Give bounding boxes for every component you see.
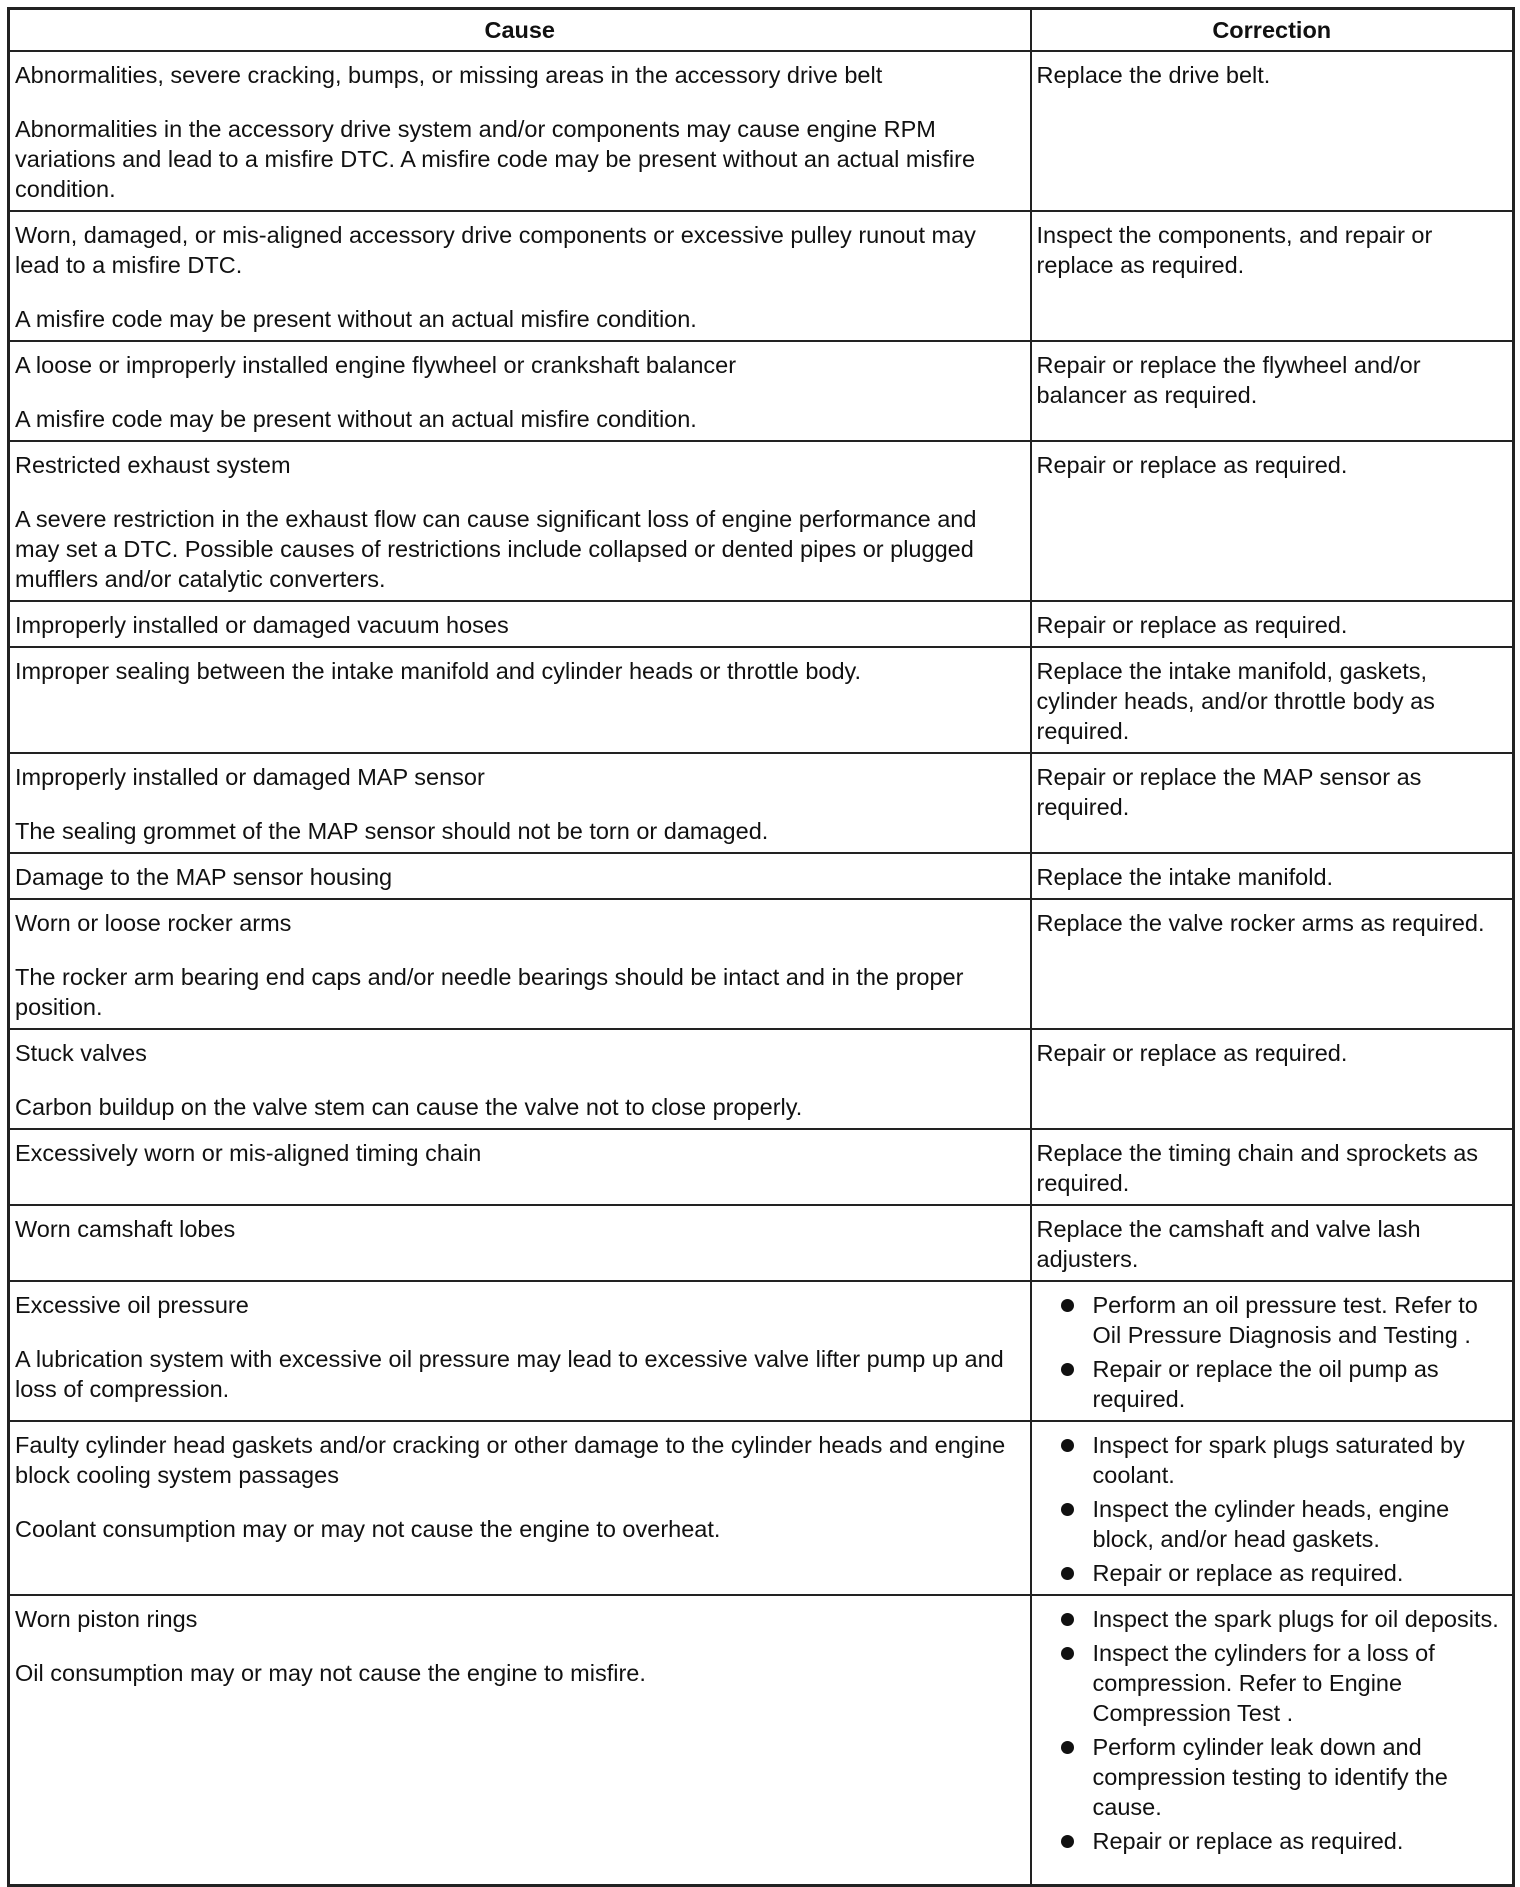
table-row: [9, 441, 1514, 601]
diagnosis-table: [7, 7, 1515, 1887]
bullet-text: Inspect for spark plugs saturated by coolant.: [1092, 1432, 1465, 1488]
table-row: [9, 647, 1514, 753]
cause-text: Abnormalities, severe cracking, bumps, or missing areas in the accessory drive belt: [15, 62, 883, 88]
correction-text: Replace the valve rocker arms as required.: [1036, 910, 1485, 936]
cause-text: Faulty cylinder head gaskets and/or cracking or other damage to the cylinder heads and engine block cooling system passages: [15, 1432, 1006, 1488]
correction-cell: [1031, 1205, 1514, 1281]
correction-bullet-list: [1037, 1604, 1505, 1856]
correction-bullet-list: [1037, 1290, 1505, 1414]
correction-cell: [1031, 1029, 1514, 1129]
cause-text: Worn, damaged, or mis-aligned accessory drive components or excessive pulley runout may lead to a misfire DTC.: [15, 222, 976, 278]
list-item: [1037, 1826, 1505, 1856]
bullet-text: Repair or replace as required.: [1092, 1560, 1404, 1586]
bullet-text: Inspect the cylinder heads, engine block, and/or head gaskets.: [1092, 1496, 1450, 1552]
cause-cell: [9, 753, 1031, 853]
correction-text: Repair or replace as required.: [1036, 1040, 1348, 1066]
cause-cell: [9, 441, 1031, 601]
list-item: [1037, 1604, 1505, 1634]
bullet-icon: [1061, 1299, 1074, 1312]
bullet-icon: [1061, 1439, 1074, 1452]
correction-cell: [1031, 899, 1514, 1029]
cause-text: Damage to the MAP sensor housing: [15, 864, 393, 890]
cause-note: Carbon buildup on the valve stem can cause the valve not to close properly.: [15, 1094, 803, 1120]
table-row: [9, 601, 1514, 647]
correction-text: Inspect the components, and repair or replace as required.: [1036, 222, 1433, 278]
cause-text: Worn or loose rocker arms: [15, 910, 292, 936]
cause-text: Worn piston rings: [15, 1606, 198, 1632]
table-row: [9, 341, 1514, 441]
bullet-icon: [1061, 1363, 1074, 1376]
correction-cell: [1031, 51, 1514, 211]
correction-text: Replace the timing chain and sprockets as required.: [1036, 1140, 1479, 1196]
table-row: [9, 1205, 1514, 1281]
bullet-icon: [1061, 1613, 1074, 1626]
cause-cell: [9, 899, 1031, 1029]
cause-text: Worn camshaft lobes: [15, 1216, 236, 1242]
cause-note: A misfire code may be present without an actual misfire condition.: [15, 406, 697, 432]
correction-text: Repair or replace the MAP sensor as required.: [1036, 764, 1422, 820]
correction-cell: [1031, 1129, 1514, 1205]
correction-text: Replace the camshaft and valve lash adjusters.: [1036, 1216, 1421, 1272]
table-header-row: [9, 9, 1514, 52]
cause-note: The rocker arm bearing end caps and/or needle bearings should be intact and in the proper position.: [15, 964, 964, 1020]
cause-text: Improperly installed or damaged vacuum hoses: [15, 612, 509, 638]
bullet-text: Perform cylinder leak down and compression testing to identify the cause.: [1092, 1734, 1448, 1820]
table-row: [9, 51, 1514, 211]
list-item: [1037, 1354, 1505, 1414]
correction-cell: [1031, 341, 1514, 441]
table-row: [9, 853, 1514, 899]
table-row: [9, 1029, 1514, 1129]
correction-text: Repair or replace as required.: [1036, 612, 1348, 638]
list-item: [1037, 1494, 1505, 1554]
correction-cell: [1031, 753, 1514, 853]
bullet-icon: [1061, 1503, 1074, 1516]
cause-note: Abnormalities in the accessory drive system and/or components may cause engine RPM variations and lead to a misfire DTC. A misfire code may be present without an actual misfire condition.: [15, 116, 976, 202]
correction-cell: [1031, 1281, 1514, 1421]
correction-text: Replace the intake manifold.: [1036, 864, 1334, 890]
correction-text: Repair or replace as required.: [1036, 452, 1348, 478]
correction-text: Replace the intake manifold, gaskets, cylinder heads, and/or throttle body as required.: [1036, 658, 1435, 744]
cause-cell: [9, 341, 1031, 441]
correction-cell: [1031, 211, 1514, 341]
list-item: [1037, 1638, 1505, 1728]
bullet-text: Perform an oil pressure test. Refer to Oil Pressure Diagnosis and Testing .: [1092, 1292, 1478, 1348]
table-row: [9, 211, 1514, 341]
cause-cell: [9, 1029, 1031, 1129]
table-row: [9, 899, 1514, 1029]
list-item: [1037, 1558, 1505, 1588]
cause-cell: [9, 601, 1031, 647]
bullet-icon: [1061, 1647, 1074, 1660]
correction-text: Repair or replace the flywheel and/or balancer as required.: [1036, 352, 1421, 408]
bullet-icon: [1061, 1567, 1074, 1580]
cause-text: Excessive oil pressure: [15, 1292, 249, 1318]
cause-note: A lubrication system with excessive oil pressure may lead to excessive valve lifter pump up and loss of compression.: [15, 1346, 1004, 1402]
bullet-text: Inspect the cylinders for a loss of compression. Refer to Engine Compression Test .: [1092, 1640, 1435, 1726]
cause-cell: [9, 647, 1031, 753]
correction-cell: [1031, 853, 1514, 899]
cause-text: A loose or improperly installed engine flywheel or crankshaft balancer: [15, 352, 737, 378]
cause-note: A misfire code may be present without an actual misfire condition.: [15, 306, 697, 332]
bullet-text: Repair or replace as required.: [1092, 1828, 1404, 1854]
correction-column-header: Correction: [1031, 9, 1514, 52]
table-row: [9, 1129, 1514, 1205]
cause-note: A severe restriction in the exhaust flow can cause significant loss of engine performance and may set a DTC. Possible causes of restrictions include collapsed or dented pipes or plugged mufflers and/or catalytic converters.: [15, 506, 977, 592]
correction-cell: [1031, 1421, 1514, 1595]
table-row: [9, 753, 1514, 853]
correction-cell: [1031, 647, 1514, 753]
cause-cell: [9, 1205, 1031, 1281]
cause-cell: [9, 211, 1031, 341]
cause-cell: [9, 853, 1031, 899]
cause-cell: [9, 1129, 1031, 1205]
correction-text: Replace the drive belt.: [1036, 62, 1271, 88]
cause-cell: [9, 1281, 1031, 1421]
cause-text: Restricted exhaust system: [15, 452, 291, 478]
bullet-text: Repair or replace the oil pump as required.: [1092, 1356, 1439, 1412]
correction-cell: [1031, 441, 1514, 601]
list-item: [1037, 1290, 1505, 1350]
cause-cell: [9, 1421, 1031, 1595]
bullet-text: Inspect the spark plugs for oil deposits.: [1092, 1606, 1499, 1632]
list-item: [1037, 1732, 1505, 1822]
table-row: [9, 1281, 1514, 1421]
cause-note: The sealing grommet of the MAP sensor should not be torn or damaged.: [15, 818, 769, 844]
table-row: [9, 1421, 1514, 1595]
cause-note: Coolant consumption may or may not cause the engine to overheat.: [15, 1516, 721, 1542]
cause-text: Excessively worn or mis-aligned timing chain: [15, 1140, 482, 1166]
cause-column-header: Cause: [9, 9, 1031, 52]
cause-text: Improperly installed or damaged MAP sensor: [15, 764, 485, 790]
correction-cell: [1031, 601, 1514, 647]
cause-cell: [9, 51, 1031, 211]
cause-note: Oil consumption may or may not cause the engine to misfire.: [15, 1660, 646, 1686]
correction-bullet-list: [1037, 1430, 1505, 1588]
cause-text: Stuck valves: [15, 1040, 147, 1066]
cause-text: Improper sealing between the intake manifold and cylinder heads or throttle body.: [15, 658, 862, 684]
list-item: [1037, 1430, 1505, 1490]
bullet-icon: [1061, 1741, 1074, 1754]
